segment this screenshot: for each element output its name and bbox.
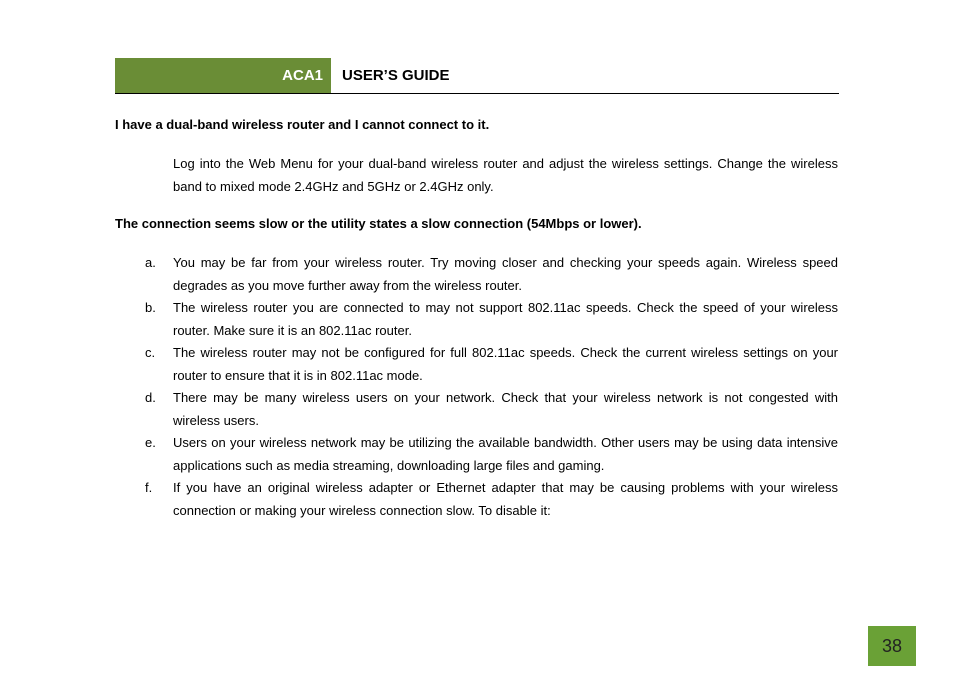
- document-title: USER’S GUIDE: [342, 67, 450, 84]
- product-name: ACA1: [282, 67, 323, 84]
- list-item-letter: a.: [145, 255, 156, 270]
- faq-answer-1: Log into the Web Menu for your dual-band wireless router and adjust the wireless settings. Change the wireless band to mixed mode 2.4GHz and 5GHz or 2.4GHz only.: [173, 156, 838, 194]
- list-item-text: If you have an original wireless adapter or Ethernet adapter that may be causing problems with your wireless connection or making your wireless connection slow. To disable it:: [173, 480, 838, 518]
- list-item-text: Users on your wireless network may be utilizing the available bandwidth. Other users may be using data intensive applications such as media streaming, downloading large files and gaming.: [173, 435, 838, 473]
- faq-question-1: I have a dual-band wireless router and I cannot connect to it.: [115, 117, 490, 132]
- list-item-text: You may be far from your wireless router. Try moving closer and checking your speeds again. Wireless speed degrades as you move further away from the wireless router.: [173, 255, 838, 293]
- list-item-letter: e.: [145, 435, 156, 450]
- page-number-badge: 38: [868, 626, 916, 666]
- header-product-bar: [115, 58, 331, 93]
- list-item-text: There may be many wireless users on your network. Check that your wireless network is not congested with wireless users.: [173, 390, 838, 428]
- list-item-letter: c.: [145, 345, 156, 360]
- header-divider: [115, 93, 839, 94]
- list-item-letter: b.: [145, 300, 156, 315]
- list-item-text: The wireless router may not be configured for full 802.11ac speeds. Check the current wireless settings on your router to ensure that it is in 802.11ac mode.: [173, 345, 838, 383]
- list-item-letter: f.: [145, 480, 153, 495]
- faq-question-2: The connection seems slow or the utility states a slow connection (54Mbps or lower).: [115, 216, 642, 231]
- list-item-text: The wireless router you are connected to may not support 802.11ac speeds. Check the speed of your wireless router. Make sure it is an 802.11ac router.: [173, 300, 838, 338]
- list-item-letter: d.: [145, 390, 156, 405]
